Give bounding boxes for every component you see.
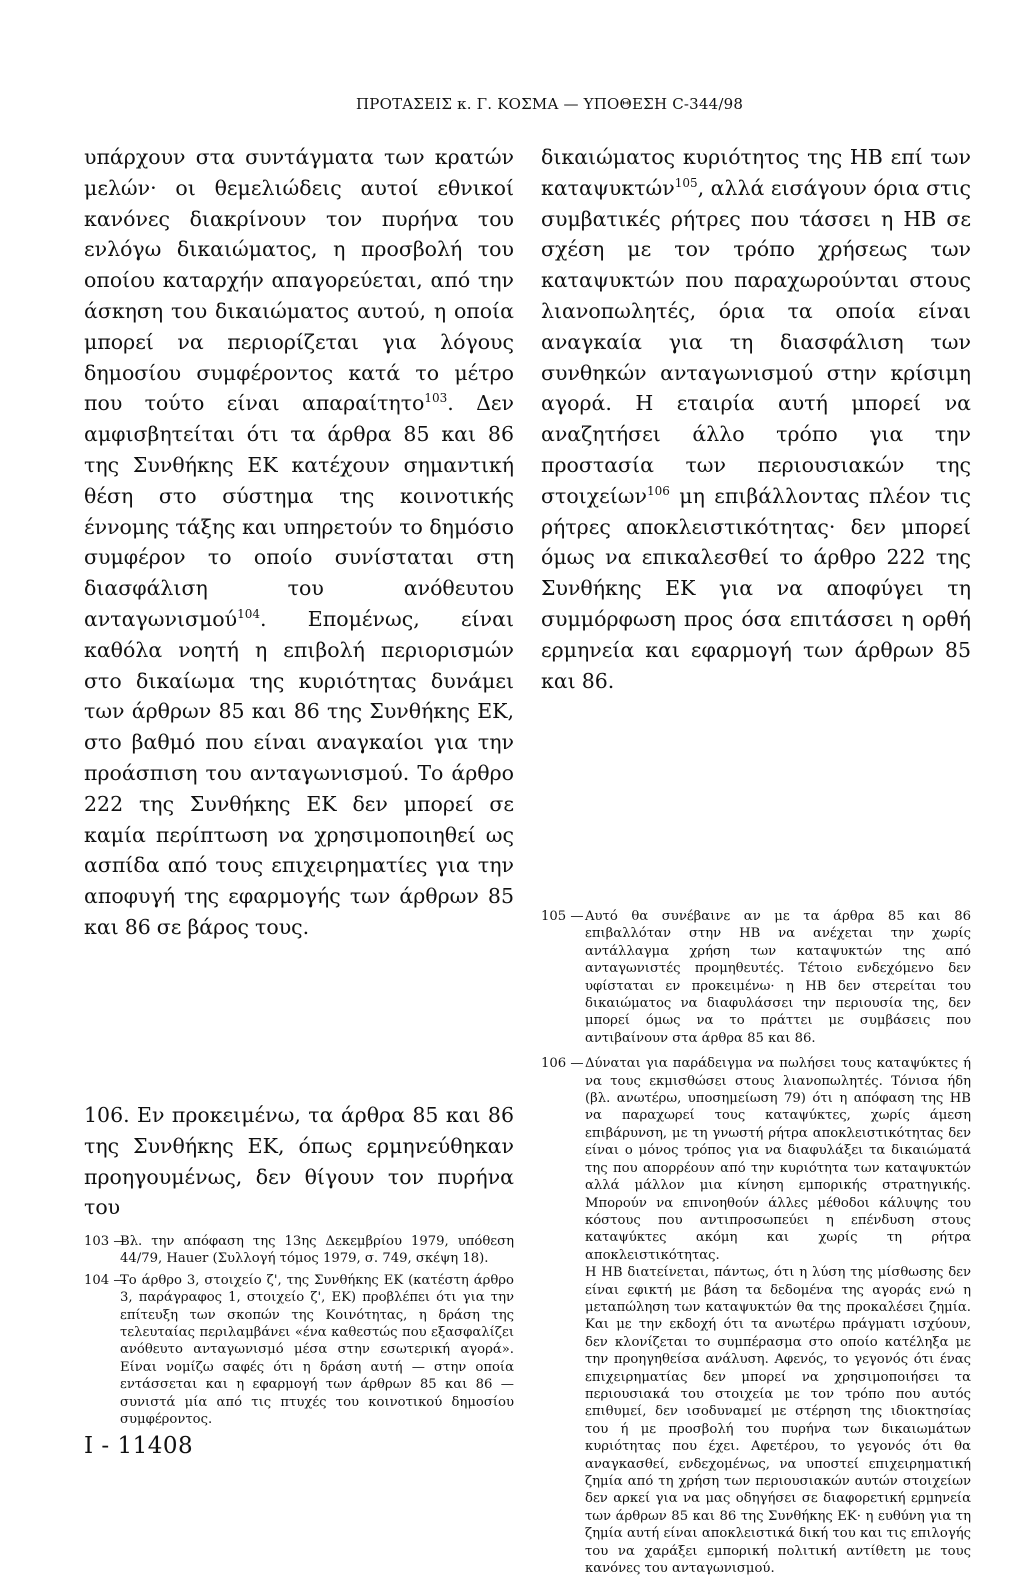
- footnote-ref-105[interactable]: 105: [674, 175, 698, 190]
- paragraph-106: [84, 1100, 514, 1223]
- left-text-part-3: . Επομένως, είναι καθόλα νοητή η επιβολή περιορισμών στο δικαίωμα της κυριότητας δυνάμει των άρθρων 85 και 86 της Συνθήκης ΕΚ, στο βαθμό που είναι αναγκαίοι για την προάσπιση του ανταγωνισμού. Το άρθρο 222 της Συνθήκης ΕΚ δεν μπορεί σε καμία περίπτωση να χρησιμοποιηθεί ως ασπίδα από τους επιχειρηματίες για την αποφυγή της εφαρμογής των άρθρων 85 και 86 σε βάρος τους.: [84, 606, 514, 939]
- footnote-103: [84, 1233, 514, 1268]
- footnote-number: 106 —: [541, 1056, 584, 1072]
- right-text-part-3: μη επιβάλλοντας πλέον τις ρήτρες αποκλειστικότητας· δεν μπορεί όμως να επικαλεσθεί το άρθρο 222 της Συνθήκης ΕΚ για να αποφύγει τη συμμόρφωση προς όσα επιτάσσει η ορθή ερμηνεία και εφαρμογή των άρθρων 85 και 86.: [541, 483, 971, 693]
- footnote-ref-103[interactable]: 103: [424, 391, 448, 406]
- left-column-paragraph: [84, 142, 514, 943]
- page-number: I - 11408: [84, 1433, 194, 1459]
- left-text-part-2: . Δεν αμφισβητείται ότι τα άρθρα 85 και 86 της Συνθήκης ΕΚ κατέχουν σημαντική θέση στο σύστημα της κοινοτικής έννομης τάξης και υπηρετούν το δημόσιο συμφέρον το οποίο συνίσταται στη διασφάλιση του ανόθευτου ανταγωνισμού: [84, 391, 514, 631]
- footnote-number: 105 —: [541, 909, 584, 924]
- running-header: ΠΡΟΤΑΣΕΙΣ κ. Γ. ΚΟΣΜΑ — ΥΠΟΘΕΣΗ C-344/98: [356, 95, 744, 113]
- footnote-number: 103 —: [84, 1234, 127, 1249]
- footnote-105: [541, 908, 971, 1047]
- right-column-paragraph: [541, 142, 971, 696]
- right-text-part-2: , αλλά εισάγουν όρια στις συμβατικές ρήτρες που τάσσει η ΗΒ σε σχέση με τον τρόπο χρήσεως των καταψυκτών που παραχωρούνται στους λιανοπωλητές, όρια τα οποία είναι αναγκαία για τη διασφάλιση των συνθηκών ανταγωνισμού στην κρίσιμη αγορά. Η εταιρία αυτή μπορεί να αναζητήσει άλλο τρόπο για την προστασία των περιουσιακών της στοιχείων: [541, 175, 971, 508]
- right-text-part-1: δικαιώματος κυριότητος της ΗΒ επί των καταψυκτών: [541, 145, 971, 200]
- footnote-text: Αυτό θα συνέβαινε αν με τα άρθρα 85 και 86 επιβαλλόταν στην ΗΒ να ανέχεται την χωρίς αντάλλαγμα χρήση των καταψυκτών της από ανταγωνιστές προμηθευτές. Τέτοιο ενδεχόμενο δεν υφίσταται εν προκειμένω· η ΗΒ δεν στερείται του δικαιώματος να διαφυλάσσει την περιουσία της, δεν μπορεί όμως να το πράττει με συμβάσεις που αντιβαίνουν στα άρθρα 85 και 86.: [585, 909, 971, 1046]
- footnotes-right: [541, 908, 971, 1577]
- left-text-part-1: υπάρχουν στα συντάγματα των κρατών μελών· οι θεμελιώδεις αυτοί εθνικοί κανόνες διακρίνουν τον πυρήνα του ενλόγω δικαιώματος, η προσβολή του οποίου καταρχήν απαγορεύεται, από την άσκηση του δικαιώματος αυτού, η οποία μπορεί να περιορίζεται για λόγους δημοσίου συμφέροντος κατά το μέτρο που τούτο είναι απαραίτητο: [84, 145, 514, 416]
- footnote-ref-104[interactable]: 104: [237, 607, 260, 622]
- footnote-104: [84, 1272, 514, 1429]
- footnotes-left: [84, 1233, 514, 1428]
- footnote-text-continued: Η ΗΒ διατείνεται, πάντως, ότι η λύση της μίσθωσης δεν είναι εφικτή με βάση τα δεδομένα της αγοράς ενώ η μεταπώληση των καταψυκτών θα της προκαλέσει ζημία. Και με την εκδοχή ότι τα ανωτέρω πράγματι ισχύουν, δεν κλονίζεται το συμπέρασμα στο οποίο κατέληξα με την προηγηθείσα ανάλυση. Αφενός, το γεγονός ότι ένας επιχειρηματίας δεν μπορεί να χρησιμοποιήσει τα περιουσιακά του στοιχεία με τον τρόπο που αυτός επιθυμεί, δεν ισοδυναμεί με στέρηση της ιδιοκτησίας του ή με προσβολή του πυρήνα των δικαιωμάτων κυριότητας που έχει. Αφετέρου, το γεγονός ότι θα αναγκασθεί, ενδεχομένως, να υποστεί επιχειρηματική ζημία από τη χρήση των περιουσιακών αυτών στοιχείων δεν αρκεί για να μας οδηγήσει σε διαφορετική ερμηνεία των άρθρων 85 και 86 της Συνθήκης ΕΚ· η ευθύνη για τη ζημία αυτή είναι αποκλειστικά δική του και τις επιλογής του να χαράξει εμπορική πολιτική αντίθετη με τους κανόνες του ανταγωνισμού.: [585, 1265, 971, 1577]
- footnote-number: 104 —: [84, 1272, 127, 1288]
- paragraph-106-text: 106. Εν προκειμένω, τα άρθρα 85 και 86 της Συνθήκης ΕΚ, όπως ερμηνεύθηκαν προηγουμένως, δεν θίγουν τον πυρήνα του: [84, 1103, 514, 1220]
- footnote-text: Το άρθρο 3, στοιχείο ζ', της Συνθήκης ΕΚ (κατέστη άρθρο 3, παράγραφος 1, στοιχείο ζ', ΕΚ) προβλέπει ότι για την επίτευξη των σκοπών της Κοινότητας, η δράση της τελευταίας περιλαμβάνει «ένα καθεστώς που εξασφαλίζει ανόθευτο ανταγωνισμό μέσα στην εσωτερική αγορά». Είναι νομίζω σαφές ότι η δράση αυτή — στην οποία εντάσσεται και η εφαρμογή των άρθρων 85 και 86 — συνιστά μία από τις πτυχές του κοινοτικού δημοσίου συμφέροντος.: [120, 1272, 514, 1428]
- footnote-text: Βλ. την απόφαση της 13ης Δεκεμβρίου 1979, υπόθεση 44/79, Hauer (Συλλογή τόμος 1979, σ. 749, σκέψη 18).: [120, 1234, 514, 1267]
- footnote-106: [541, 1055, 971, 1577]
- footnote-ref-106[interactable]: 106: [646, 483, 670, 498]
- footnote-text: Δύναται για παράδειγμα να πωλήσει τους καταψύκτες ή να τους εκμισθώσει στους λιανοπωλητές. Τόνισα ήδη (βλ. ανωτέρω, υποσημείωση 79) ότι η απόφαση της ΗΒ να παραχωρεί τους καταψύκτες, χωρίς άμεση επιβάρυνση, με τη γνωστή ρήτρα αποκλειστικότητας δεν είναι ο μόνος τρόπος για να διαφυλάξει τα δικαιώματά της που απορρέουν από την κυριότητα των καταψυκτών αλλά μάλλον μια κίνηση εμπορικής στρατηγικής. Μπορούν να επινοηθούν άλλες μέθοδοι κάλυψης του κόστους που αντιπροσωπεύει η επένδυση στους καταψύκτες ακόμη και χωρίς τη ρήτρα αποκλειστικότητας.: [585, 1056, 971, 1263]
